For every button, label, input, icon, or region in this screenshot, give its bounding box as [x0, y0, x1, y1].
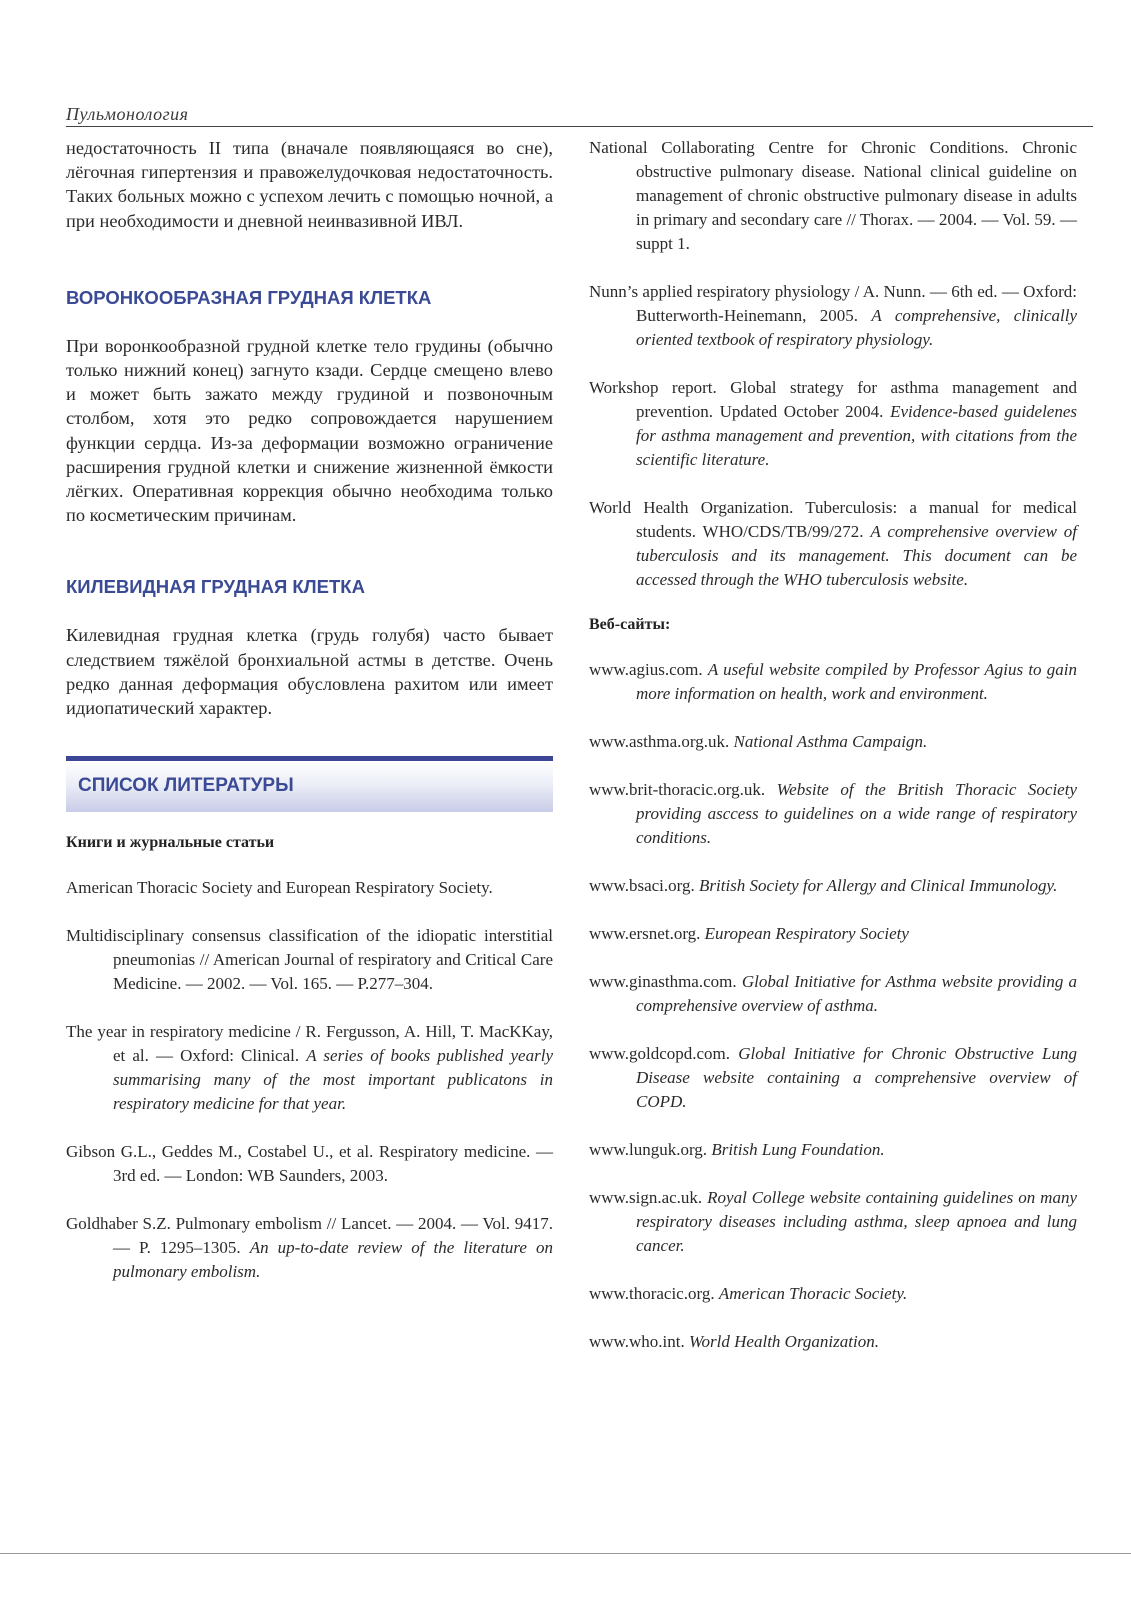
reference-item: The year in respiratory medicine / R. Fergusson, A. Hill, T. MacKKay, et al. — Oxford: Clinical. A series of books published yearly summarising many of the most important publicatons in respiratory medicine for that year. [66, 1022, 553, 1114]
website-item: www.thoracic.org. American Thoracic Society. [589, 1284, 908, 1303]
website-item: www.brit-thoracic.org.uk. Website of the British Thoracic Society providing asccess to guidelines on a wide range of respiratory conditions. [589, 780, 1077, 847]
section-title-funnel-chest: ВОРОНКООБРАЗНАЯ ГРУДНАЯ КЛЕТКА [66, 286, 432, 308]
references-title: СПИСОК ЛИТЕРАТУРЫ [78, 775, 294, 797]
section-text-funnel-chest: При воронкообразной грудной клетке тело грудины (обычно только нижний конец) загнуто кзади. Сердце смещено влево и может быть зажато между грудиной и позвоночным столбом, хотя это редко сопровождается нарушением функции сердца. Из-за деформации возможно ограничение расширения грудной клетки и снижение жизненной ёмкости лёгких. Оперативная коррекция обычно необходима только по косметическим причинам. [66, 335, 553, 526]
reference-item: Gibson G.L., Geddes M., Costabel U., et al. Respiratory medicine. —3rd ed. — London: WB Saunders, 2003. [66, 1142, 553, 1186]
website-item: www.who.int. World Health Organization. [589, 1332, 879, 1351]
reference-item: American Thoracic Society and European Respiratory Society. [66, 878, 493, 898]
reference-item: Workshop report. Global strategy for asthma management and prevention. Updated October 2004. Evidence-based guidelenes for asthma management and prevention, with citations from the scientific literature. [589, 378, 1078, 469]
website-item: www.ginasthma.com. Global Initiative for Asthma website providing a comprehensive overview of asthma. [589, 972, 1078, 1015]
reference-item: Nunn’s applied respiratory physiology / A. Nunn. — 6th ed. — Oxford: Butterworth-Heinemann, 2005. A comprehensive, clinically oriented textbook of respiratory physiology. [589, 282, 1077, 349]
website-item: www.asthma.org.uk. National Asthma Campaign. [589, 732, 928, 751]
websites-heading: Веб-сайты: [589, 616, 671, 633]
website-item: www.ersnet.org. European Respiratory Society [589, 924, 909, 943]
website-item: www.lunguk.org. British Lung Foundation. [589, 1140, 885, 1159]
running-title: Пульмонология [66, 104, 189, 124]
reference-item: World Health Organization. Tuberculosis: a manual for medical students. WHO/CDS/TB/99/272. A comprehensive overview of tuberculosis and its management. This document can be accessed through the WHO tuberculosis website. [589, 498, 1077, 589]
reference-item: Multidisciplinary consensus classification of the idiopatic interstitial pneumonias // American Journal of respiratory and Critical Care Medicine. — 2002. — Vol. 165. — P.277–304. [66, 926, 553, 994]
left-column [66, 136, 553, 1284]
website-item: www.agius.com. A useful website compiled by Professor Agius to gain more information on health, work and environment. [589, 660, 1077, 703]
section-text-pigeon-chest: Килевидная грудная клетка (грудь голубя) часто бывает следствием тяжёлой бронхиальной астмы в детстве. Очень редко данная деформация обусловлена рахитом или имеет идиопатический характер. [66, 625, 553, 719]
books-heading: Книги и журнальные статьи [66, 834, 275, 852]
website-item: www.bsaci.org. British Society for Allergy and Clinical Immunology. [589, 876, 1058, 895]
website-item: www.goldcopd.com. Global Initiative for Chronic Obstructive Lung Disease website containing a comprehensive overview of COPD. [589, 1044, 1077, 1111]
page-bottom-edge [0, 1553, 1131, 1554]
reference-item: Goldhaber S.Z. Pulmonary embolism // Lancet. — 2004. — Vol. 9417. — P. 1295–1305. An up-to-date review of the literature on pulmonary embolism. [66, 1214, 553, 1282]
reference-item: National Collaborating Centre for Chronic Conditions. Chronic obstructive pulmonary disease. National clinical guideline on management of chronic obstructive pulmonary disease in adults in primary and secondary care // Thorax. — 2004. — Vol. 59. — suppt 1. [589, 138, 1077, 253]
header-rule [66, 126, 1093, 127]
website-item: www.sign.ac.uk. Royal College website containing guidelines on many respiratory diseases including asthma, sleep apnoea and lung cancer. [589, 1188, 1078, 1255]
section-title-pigeon-chest: КИЛЕВИДНАЯ ГРУДНАЯ КЛЕТКА [66, 576, 365, 598]
references-banner [66, 756, 553, 812]
intro-paragraph: недостаточность II типа (вначале появляющаяся во сне), лёгочная гипертензия и правожелудочковая недостаточность. Таких больных можно с успехом лечить с помощью ночной, а при необходимости и дневной неинвазивной ИВЛ. [66, 138, 553, 231]
right-column [589, 136, 1077, 1354]
